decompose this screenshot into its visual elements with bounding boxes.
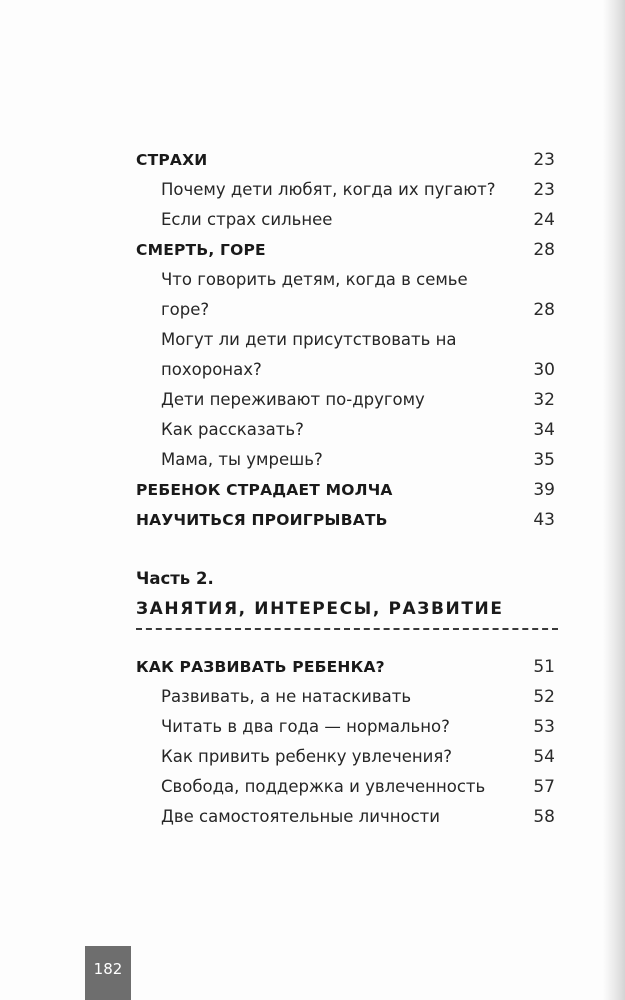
toc-section-row[interactable] (0, 476, 625, 504)
toc-subsection-row[interactable] (0, 266, 625, 294)
toc-subsection-row[interactable] (0, 803, 625, 831)
toc-page-number: 28 (533, 240, 555, 260)
toc-subsection-row[interactable] (0, 206, 625, 234)
toc-page-number: 39 (533, 480, 555, 500)
part-title: ЗАНЯТИЯ, ИНТЕРЕСЫ, РАЗВИТИЕ (136, 599, 504, 619)
part-divider (136, 628, 558, 630)
toc-subsection-title: Что говорить детям, когда в семье (161, 270, 468, 289)
toc-page-number: 51 (533, 657, 555, 677)
toc-page-number: 58 (533, 807, 555, 827)
toc-subsection-row[interactable] (0, 326, 625, 354)
page-number-badge: 182 (85, 946, 131, 1000)
toc-page-number: 23 (533, 180, 555, 200)
toc-page-number: 35 (533, 450, 555, 470)
toc-page-number: 52 (533, 687, 555, 707)
toc-page-number: 30 (533, 360, 555, 380)
toc-subsection-row[interactable] (0, 683, 625, 711)
toc-subsection-row[interactable] (0, 356, 625, 384)
toc-page-number: 24 (533, 210, 555, 230)
toc-page-number: 28 (533, 300, 555, 320)
toc-section-title: РЕБЕНОК СТРАДАЕТ МОЛЧА (136, 481, 393, 499)
toc-page-number: 23 (533, 150, 555, 170)
toc-subsection-title: Две самостоятельные личности (161, 807, 440, 826)
toc-subsection-title: Как рассказать? (161, 420, 304, 439)
toc-subsection-row[interactable] (0, 446, 625, 474)
toc-section-title: НАУЧИТЬСЯ ПРОИГРЫВАТЬ (136, 511, 388, 529)
toc-section-title: КАК РАЗВИВАТЬ РЕБЕНКА? (136, 658, 385, 676)
toc-page-number: 34 (533, 420, 555, 440)
part-label: Часть 2. (136, 569, 214, 588)
toc-subsection-row[interactable] (0, 416, 625, 444)
toc-subsection-title: Читать в два года — нормально? (161, 717, 450, 736)
toc-section-row[interactable] (0, 653, 625, 681)
toc-page-number: 43 (533, 510, 555, 530)
toc-subsection-title: Почему дети любят, когда их пугают? (161, 180, 496, 199)
toc-subsection-title: Мама, ты умрешь? (161, 450, 323, 469)
toc-page-number: 32 (533, 390, 555, 410)
toc-subsection-row[interactable] (0, 743, 625, 771)
toc-subsection-title: Как привить ребенку увлечения? (161, 747, 453, 766)
toc-subsection-row[interactable] (0, 296, 625, 324)
toc-subsection-title: Если страх сильнее (161, 210, 333, 229)
toc-subsection-row[interactable] (0, 386, 625, 414)
toc-section-title: СТРАХИ (136, 151, 208, 169)
toc-subsection-row[interactable] (0, 176, 625, 204)
toc-page-number: 57 (533, 777, 555, 797)
toc-subsection-row[interactable] (0, 713, 625, 741)
toc-subsection-title: Дети переживают по-другому (161, 390, 425, 409)
toc-subsection-title: Могут ли дети присутствовать на (161, 330, 457, 349)
toc-subsection-title: Развивать, а не натаскивать (161, 687, 412, 706)
toc-subsection-title: Свобода, поддержка и увлеченность (161, 777, 486, 796)
toc-subsection-title: похоронах? (161, 360, 262, 379)
toc-section-row[interactable] (0, 506, 625, 534)
toc-section-row[interactable] (0, 146, 625, 174)
toc-section-title: СМЕРТЬ, ГОРЕ (136, 241, 266, 259)
toc-page-number: 53 (533, 717, 555, 737)
toc-section-row[interactable] (0, 236, 625, 264)
toc-subsection-title: горе? (161, 300, 210, 319)
toc-page-number: 54 (533, 747, 555, 767)
toc-subsection-row[interactable] (0, 773, 625, 801)
